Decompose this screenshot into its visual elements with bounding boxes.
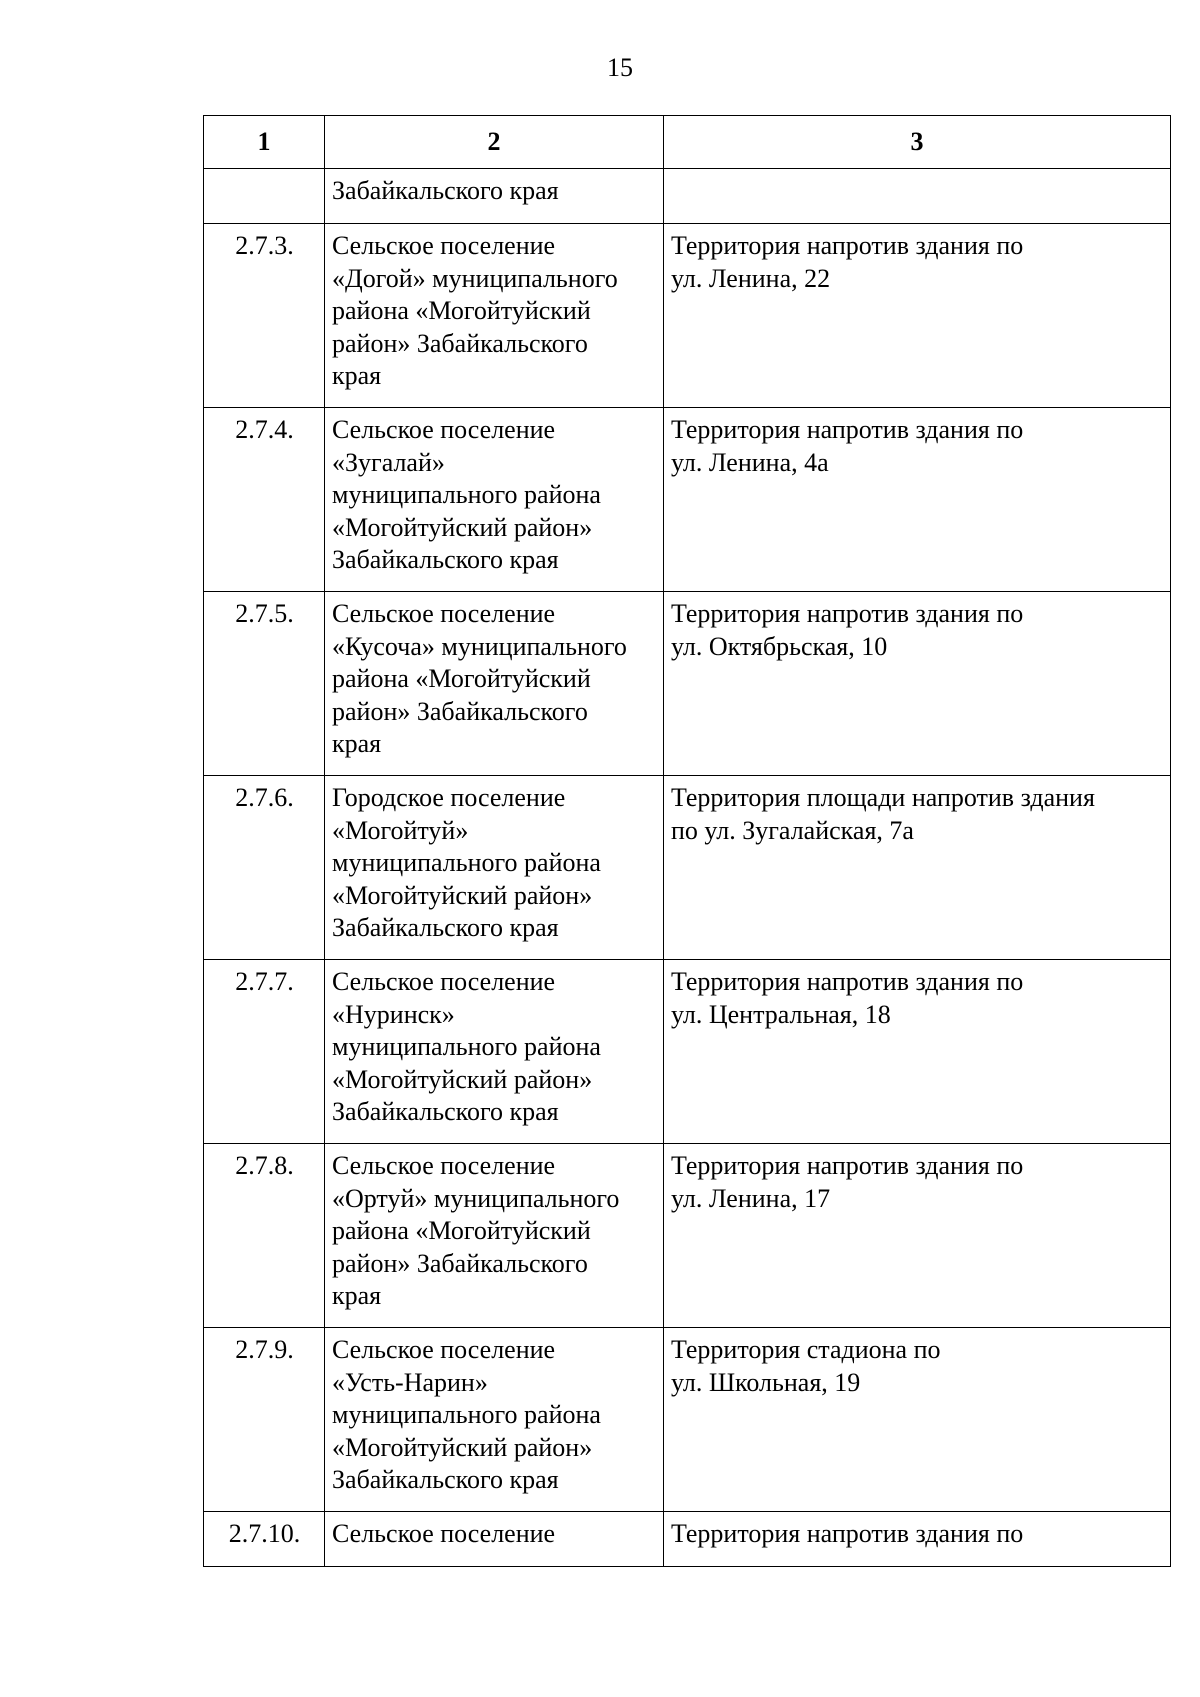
row-number: 2.7.4. (204, 408, 325, 592)
territory-description: Территория стадиона по ул. Школьная, 19 (664, 1328, 1171, 1512)
row-number: 2.7.3. (204, 224, 325, 408)
row-number: 2.7.5. (204, 592, 325, 776)
territory-description: Территория напротив здания по ул. Центральная, 18 (664, 960, 1171, 1144)
territory-description: Территория напротив здания по ул. Октябрьская, 10 (664, 592, 1171, 776)
settlement-name: Сельское поселение (325, 1512, 664, 1567)
table-row (204, 224, 1171, 408)
row-number: 2.7.9. (204, 1328, 325, 1512)
row-number (204, 169, 325, 224)
table-row (204, 960, 1171, 1144)
header-col-2: 2 (325, 116, 664, 169)
territory-table (203, 115, 1171, 1567)
table-row (204, 592, 1171, 776)
territory-description (664, 169, 1171, 224)
settlement-name: Сельское поселение «Зугалай» муниципального района «Могойтуйский район» Забайкальского края (325, 408, 664, 592)
territory-description: Территория площади напротив здания по ул. Зугалайская, 7а (664, 776, 1171, 960)
page-number: 15 (607, 53, 633, 82)
row-number: 2.7.8. (204, 1144, 325, 1328)
settlement-name: Городское поселение «Могойтуй» муниципального района «Могойтуйский район» Забайкальского края (325, 776, 664, 960)
header-col-3: 3 (664, 116, 1171, 169)
territory-description: Территория напротив здания по ул. Ленина, 17 (664, 1144, 1171, 1328)
territory-description: Территория напротив здания по ул. Ленина, 4а (664, 408, 1171, 592)
settlement-name: Сельское поселение «Нуринск» муниципального района «Могойтуйский район» Забайкальского края (325, 960, 664, 1144)
row-number: 2.7.10. (204, 1512, 325, 1567)
table-row (204, 408, 1171, 592)
settlement-name: Сельское поселение «Кусоча» муниципального района «Могойтуйский район» Забайкальского края (325, 592, 664, 776)
table-row (204, 169, 1171, 224)
table-header-row (204, 116, 1171, 169)
row-number: 2.7.6. (204, 776, 325, 960)
table-row (204, 1328, 1171, 1512)
territory-description: Территория напротив здания по ул. Ленина, 22 (664, 224, 1171, 408)
row-number: 2.7.7. (204, 960, 325, 1144)
header-col-1: 1 (204, 116, 325, 169)
settlement-name: Сельское поселение «Ортуй» муниципального района «Могойтуйский район» Забайкальского края (325, 1144, 664, 1328)
territory-description: Территория напротив здания по (664, 1512, 1171, 1567)
table-row (204, 1512, 1171, 1567)
table-row (204, 1144, 1171, 1328)
table-row (204, 776, 1171, 960)
settlement-name: Сельское поселение «Догой» муниципального района «Могойтуйский район» Забайкальского края (325, 224, 664, 408)
settlement-name: Забайкальского края (325, 169, 664, 224)
settlement-name: Сельское поселение «Усть-Нарин» муниципального района «Могойтуйский район» Забайкальского края (325, 1328, 664, 1512)
